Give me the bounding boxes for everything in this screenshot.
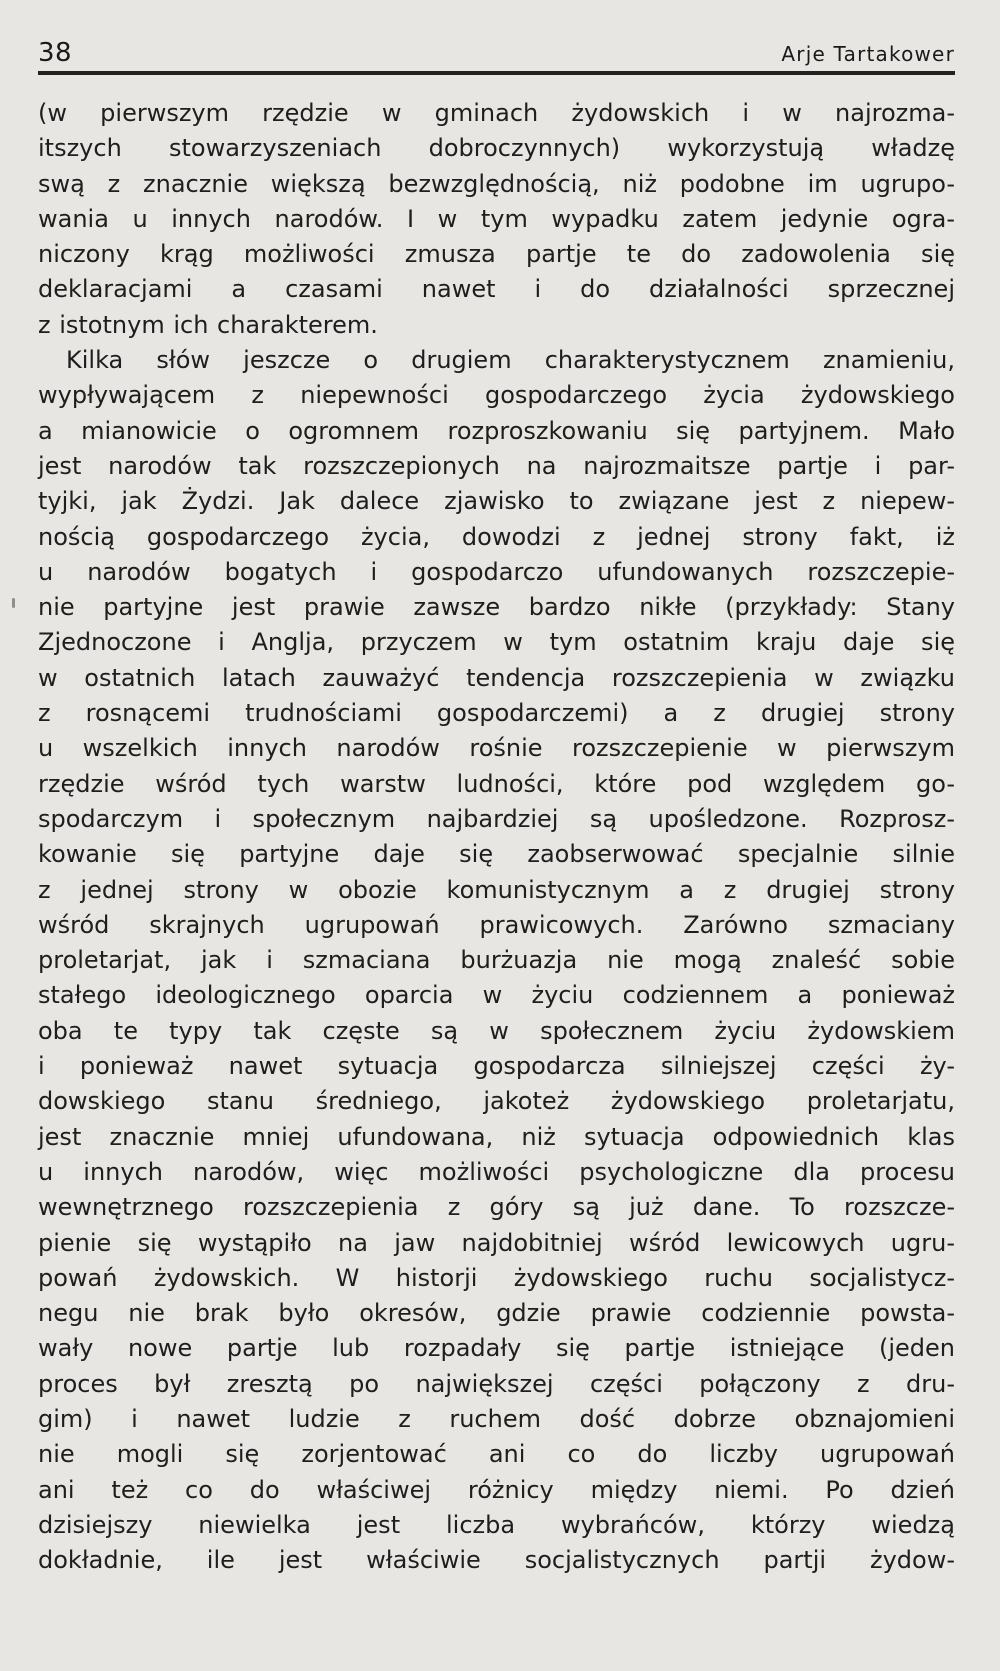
text-line: Zjednoczone i Anglja, przyczem w tym ostatnim kraju daje się <box>38 628 955 657</box>
text-line: rzędzie wśród tych warstw ludności, które pod względem go- <box>38 769 955 798</box>
text-line: i ponieważ nawet sytuacja gospodarcza silniejszej części ży- <box>38 1052 955 1081</box>
text-line: jest narodów tak rozszczepionych na najrozmaitsze partje i par- <box>38 451 955 480</box>
text-line: stałego ideologicznego oparcia w życiu codziennem a ponieważ <box>38 981 955 1010</box>
text-line: z rosnącemi trudnościami gospodarczemi) a z drugiej strony <box>38 699 955 728</box>
text-line: w ostatnich latach zauważyć tendencja rozszczepienia w związku <box>38 663 955 692</box>
text-line: dokładnie, ile jest właściwie socjalistycznych partji żydow- <box>38 1546 955 1575</box>
text-line: u wszelkich innych narodów rośnie rozszczepienie w pierwszym <box>38 734 955 763</box>
text-line: wały nowe partje lub rozpadały się partje istniejące (jeden <box>38 1334 955 1363</box>
text-line: u innych narodów, więc możliwości psychologiczne dla procesu <box>38 1157 955 1186</box>
text-line: dowskiego stanu średniego, jakoteż żydowskiego proletarjatu, <box>38 1087 955 1116</box>
text-line: u narodów bogatych i gospodarczo ufundowanych rozszczepie- <box>38 557 955 586</box>
page-number: 38 <box>38 38 73 68</box>
text-line: nością gospodarczego życia, dowodzi z jednej strony fakt, iż <box>38 522 955 551</box>
running-head-author: Arje Tartakower <box>781 42 955 66</box>
text-line: z istotnym ich charakterem. <box>38 310 378 339</box>
text-line: itszych stowarzyszeniach dobroczynnych) wykorzystują władzę <box>38 134 955 163</box>
body-text <box>38 96 955 1578</box>
text-line: ani też co do właściwej różnicy między niemi. Po dzień <box>38 1475 955 1504</box>
text-line: wśród skrajnych ugrupowań prawicowych. Zarówno szmaciany <box>38 910 955 939</box>
text-line: powań żydowskich. W historji żydowskiego ruchu socjalistycz- <box>38 1263 955 1292</box>
text-line: (w pierwszym rzędzie w gminach żydowskich i w najrozma- <box>38 99 955 127</box>
text-line: jest znacznie mniej ufundowana, niż sytuacja odpowiednich klas <box>38 1122 955 1151</box>
margin-mark <box>12 598 15 608</box>
text-line: gim) i nawet ludzie z ruchem dość dobrze obznajomieni <box>38 1404 955 1433</box>
text-line: oba te typy tak częste są w społecznem życiu żydowskiem <box>38 1016 955 1045</box>
page-header <box>38 38 955 68</box>
text-line: nie partyjne jest prawie zawsze bardzo nikłe (przykłady: Stany <box>38 593 955 622</box>
text-line: a mianowicie o ogromnem rozproszkowaniu się partyjnem. Mało <box>38 416 955 445</box>
text-line: wypływającem z niepewności gospodarczego życia żydowskiego <box>38 381 955 410</box>
text-line: tyjki, jak Żydzi. Jak dalece zjawisko to związane jest z niepew- <box>38 487 955 516</box>
header-rule <box>38 71 955 75</box>
text-line: proces był zresztą po największej części połączony z dru- <box>38 1369 955 1398</box>
text-line: wewnętrznego rozszczepienia z góry są już dane. To rozszcze- <box>38 1193 955 1222</box>
paragraph-start-line: Kilka słów jeszcze o drugiem charakterystycznem znamieniu, <box>66 346 955 375</box>
text-line: pienie się wystąpiło na jaw najdobitniej wśród lewicowych ugru- <box>38 1228 955 1257</box>
text-line: niczony krąg możliwości zmusza partje te do zadowolenia się <box>38 240 955 269</box>
text-line: wania u innych narodów. I w tym wypadku zatem jedynie ogra- <box>38 204 955 233</box>
text-line: z jednej strony w obozie komunistycznym a z drugiej strony <box>38 875 955 904</box>
text-line: swą z znacznie większą bezwzględnością, niż podobne im ugrupo- <box>38 169 955 198</box>
text-line: deklaracjami a czasami nawet i do działalności sprzecznej <box>38 275 955 304</box>
text-line: proletarjat, jak i szmaciana burżuazja nie mogą znaleść sobie <box>38 946 955 975</box>
text-line: dzisiejszy niewielka jest liczba wybrańców, którzy wiedzą <box>38 1510 955 1539</box>
text-line: negu nie brak było okresów, gdzie prawie codziennie powsta- <box>38 1299 955 1328</box>
text-line: nie mogli się zorjentować ani co do liczby ugrupowań <box>38 1440 955 1469</box>
text-line: kowanie się partyjne daje się zaobserwować specjalnie silnie <box>38 840 955 869</box>
text-line: spodarczym i społecznym najbardziej są upośledzone. Rozprosz- <box>38 804 955 833</box>
